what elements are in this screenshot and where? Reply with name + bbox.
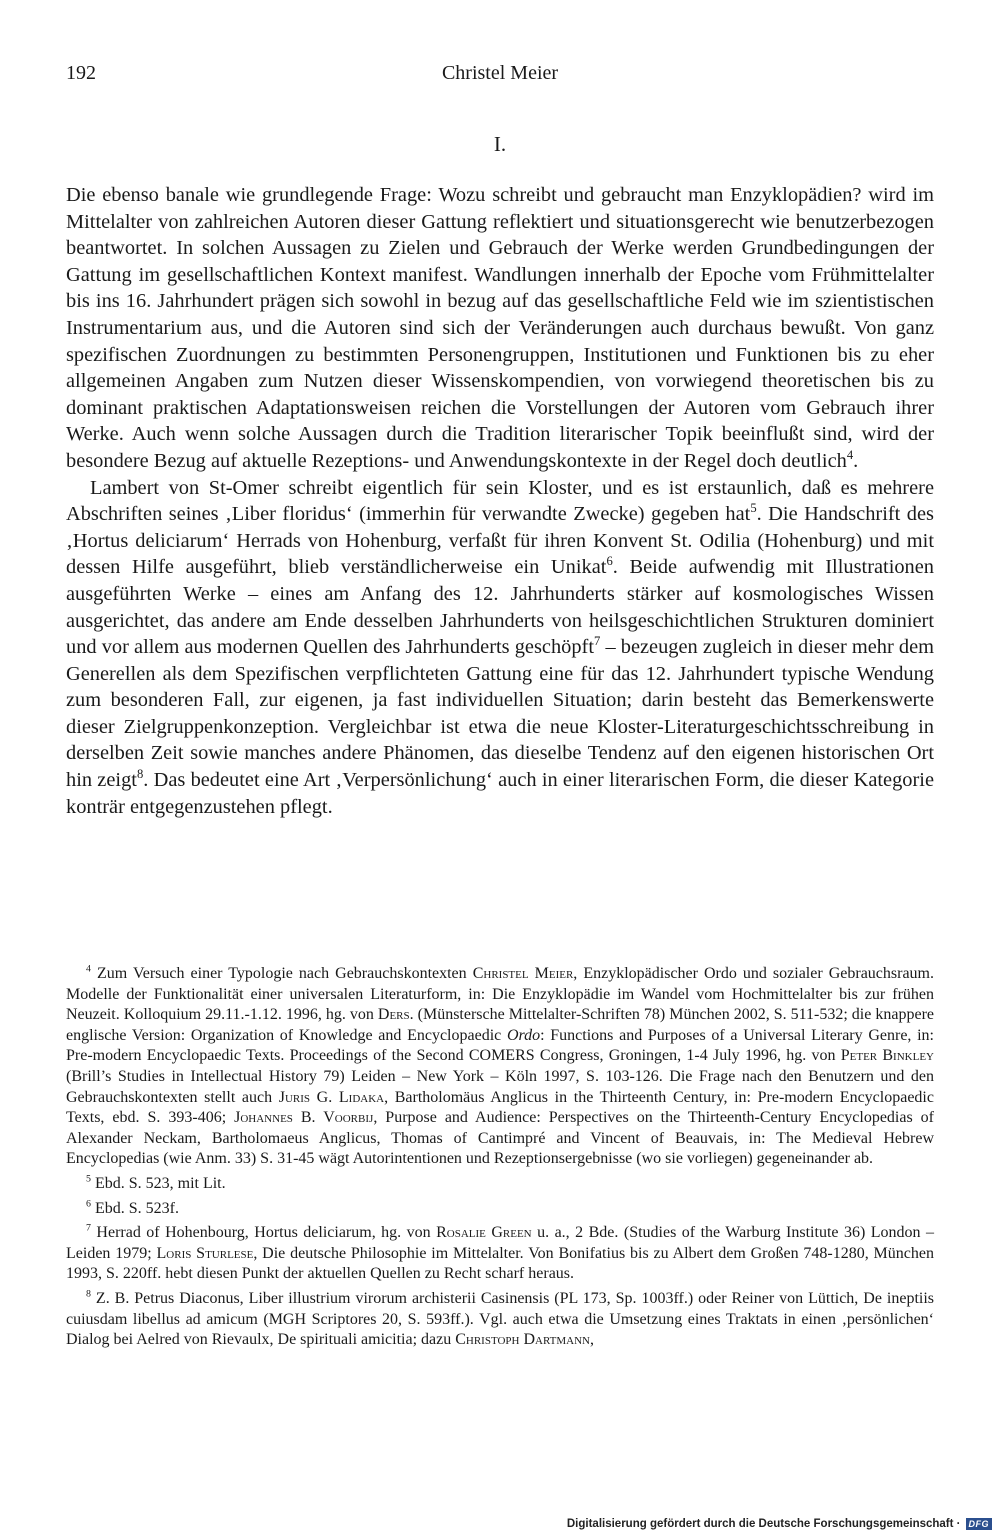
- footnote-number: 4: [86, 963, 91, 975]
- footnotes: [66, 964, 934, 1355]
- author-name: Rosalie Green: [436, 1224, 532, 1242]
- footnote-number: 7: [86, 1222, 91, 1234]
- dfg-logo-icon: DFG: [966, 1518, 993, 1530]
- author-name: Loris Sturlese: [156, 1244, 254, 1262]
- footnote-text: Ebd. S. 523f.: [90, 1199, 179, 1217]
- page-header: [66, 62, 934, 90]
- digitization-credit: [567, 1518, 992, 1530]
- footnote-text: (Brill’s Studies in Intellectual History 79) Leiden – New York – Köln 1997, S. 103-126. Die Frage nach den Benutzern und den Gebrauchskontexten stellt auch: [66, 1067, 934, 1106]
- footnote-ref: 4: [846, 448, 854, 463]
- paragraph-text: . Beide aufwendig mit Illustrationen ausgeführten Werke – eines am Anfang des 12. Jahrhunderts stärker auf kosmologisches Wissen ausgerichtet, das andere am Ende desselben Jahrhunderts von heilsgeschichtlichen Strukturen dominiert und vor allem aus modernen Quellen des Jahrhunderts geschöpft: [66, 556, 934, 659]
- footnote-text: Ebd. S. 523, mit Lit.: [90, 1174, 226, 1192]
- footnote-text: . (Münstersche Mittelalter-Schriften 78) München 2002, S. 511-532; die knappere englische Version: Organization of Knowledge and Encyclopaedic: [66, 1006, 934, 1044]
- footnote-text: , Die deutsche Philosophie im Mittelalter. Von Bonifatius bis zu Albert dem Großen 748-1280, München 1993, S. 220ff. hebt diesen Punkt der aktuellen Quellen zu Recht scharf heraus.: [66, 1244, 934, 1283]
- footnote-ref: 7: [594, 634, 601, 649]
- footnote-number: 5: [86, 1173, 91, 1185]
- paragraph: Die ebenso banale wie grundlegende Frage: Wozu schreibt und gebraucht man Enzyklopädien? wird im Mittelalter von zahlreichen Autoren dieser Gattung reflektiert und situationsgerecht wie benutzerbezogen beantwortet. In solchen Aussagen zu Zielen und Gebrauch der Werke werden Grundbedingungen der Gattung im gesellschaftlichen Kontext manifest. Wandlungen innerhalb der Epoche vom Frühmittelalter bis ins 16. Jahrhundert prägen sich sowohl in bezug auf das gesellschaftliche Feld wie im szientistischen Instrumentarium aus, und die Autoren sind sich der Veränderungen auch durchaus bewußt. Von ganz spezifischen Zuordnungen zu bestimmten Personengruppen, Institutionen und Funktionen bis zu eher allgemeinen Angaben zum Nutzen dieser Wissenskompendien, von vorwiegend theoretischen bis zu dominant praktischen Adaptationsweisen reichen die Vorstellungen der Autoren vom Gebrauch ihrer Werke. Auch wenn solche Aussagen durch die Tradition literarischer Topik beeinflußt sind, wird der besondere Bezug auf aktuelle Rezeptions- und Anwendungskontexte in der Regel doch deutlich$^4$.: [66, 184, 934, 472]
- footnote-text: Herrad of Hohenbourg, Hortus deliciarum, hg. von: [90, 1224, 437, 1242]
- paragraph-text: Die ebenso banale wie grundlegende Frage: Wozu schreibt und gebraucht man Enzyklopädien? wird im Mittelalter von zahlreichen Autoren dieser Gattung reflektiert und situationsgerecht wie benutzerbezogen beantwortet. In solchen Aussagen zu Zielen und Gebrauch der Werke werden Grundbedingungen der Gattung im gesellschaftlichen Kontext manifest. Wandlungen innerhalb der Epoche vom Frühmittelalter bis ins 16. Jahrhundert prägen sich sowohl in bezug auf das gesellschaftliche Feld wie im szientistischen Instrumentarium aus, und die Autoren sind sich der Veränderungen auch durchaus bewußt. Von ganz spezifischen Zuordnungen zu bestimmten Personengruppen, Institutionen und Funktionen bis zu eher allgemeinen Angaben zum Nutzen dieser Wissenskompendien, von vorwiegend theoretischen bis zu dominant praktischen Adaptationsweisen reichen die Vorstellungen der Autoren vom Gebrauch ihrer Werke. Auch wenn solche Aussagen durch die Tradition literarischer Topik beeinflußt sind, wird der besondere Bezug auf aktuelle Rezeptions- und Anwendungskontexte in der Regel doch deutlich: [66, 184, 934, 472]
- footnote-ref: 5: [750, 501, 757, 516]
- footnote-text: , Bartholomäus Anglicus in the Thirteenth Century, in: Pre-modern Encyclopaedic Texts, ebd. S. 393-406;: [66, 1088, 934, 1127]
- footnote-text: Z. B. Petrus Diaconus, Liber illustrium virorum archisterii Casinensis (PL 173, Sp. 1003ff.) oder Reiner von Lüttich, De ineptiis cuiusdam libellus ad amicum (MGH Scriptores 20, S. 593ff.). Vgl. auch etwa die Umsetzung eines Traktats in einen ‚persönlichen‘ Dialog bei Aelred von Rievaulx, De spirituali amicitia; dazu: [66, 1289, 934, 1349]
- author-name: Christel Meier: [472, 965, 574, 982]
- credit-text: Digitalisierung gefördert durch die Deutsche Forschungsgemeinschaft ·: [566, 1518, 961, 1530]
- footnote-text: ,: [590, 1331, 594, 1349]
- footnote-text: , Enzyklopädischer Ordo und sozialer Gebrauchsraum. Modelle der Funktionalität einer universalen Literaturform, in: Die Enzyklopädie im Wandel vom Hochmittelalter bis zur frühen Neuzeit. Kolloquium 29.11.-1.12. 1996, hg. von: [66, 965, 935, 1024]
- paragraph-text: – bezeugen zugleich in dieser mehr dem Generellen als dem Spezifischen verpflichteten Gattung eine für das 12. Jahrhundert typische Wendung zum besonderen Fall, zur eigenen, ja fast individuellen Situation; darin besteht das Bemerkenswerte dieser Zielgruppenkonzeption. Vergleichbar ist etwa die neue Kloster-Literaturgeschichtsschreibung in derselben Zeit sowie manches andere Phänomen, das dieselbe Tendenz auf den eigenen historischen Ort hin zeigt: [66, 636, 935, 792]
- page-number: 192: [66, 62, 96, 84]
- footnote-text: u. a., 2 Bde. (Studies of the Warburg Institute 36) London – Leiden 1979;: [66, 1224, 934, 1262]
- footnote-text: Zum Versuch einer Typologie nach Gebrauchskontexten: [90, 965, 473, 982]
- footnote-text: , Purpose and Audience: Perspectives on the Thirteenth-Century Encyclopedias of Alexander Neckam, Bartholomaeus Anglicus, Thomas of Cantimpré and Vincent of Beauvais, in: The Medieval Hebrew Encyclopedias (wie Anm. 33) S. 31-45 wägt Autorintentionen und Rezeptionsergebnisse (wo sie vorliegen) gegeneinander ab.: [66, 1109, 935, 1168]
- footnote-6: [66, 1199, 934, 1220]
- author-name: Peter Binkley: [840, 1047, 934, 1065]
- running-head: Christel Meier: [441, 62, 559, 84]
- footnote-4: [66, 964, 934, 1170]
- footnote-7: [66, 1223, 934, 1285]
- author-name: Johannes B. Voorbij: [234, 1109, 374, 1127]
- footnote-number: 6: [86, 1198, 91, 1210]
- footnote-ref: 6: [606, 554, 613, 569]
- footnote-number: 8: [86, 1288, 91, 1300]
- paragraph: [66, 475, 934, 821]
- section-heading: I.: [493, 132, 507, 156]
- footnote-ref: 8: [136, 767, 144, 782]
- author-name: Christoph Dartmann: [455, 1331, 590, 1349]
- paragraph-text: . Die Handschrift des ‚Hortus deliciarum‘ Herrads von Hohenburg, verfaßt für ihren Konvent St. Odilia (Hohenburg) und mit dessen Hilfe ausgeführt, blieb verständlicherweise ein Unikat: [66, 503, 934, 579]
- body-text: [66, 182, 934, 820]
- footnote-5: [66, 1174, 934, 1195]
- footnote-8: [66, 1289, 934, 1351]
- paragraph-text: Lambert von St-Omer schreibt eigentlich für sein Kloster, und es ist erstaunlich, daß es mehrere Abschriften seines ‚Liber floridus‘ (immerhin für verwandte Zwecke) gegeben hat: [66, 476, 934, 526]
- author-name: Juris G. Lidaka: [278, 1088, 385, 1106]
- author-name: Ders: [377, 1006, 410, 1024]
- paragraph-text: . Das bedeutet eine Art ‚Verpersönlichung‘ auch in einer literarischen Form, die dieser Kategorie konträr entgegenzustehen pflegt.: [66, 769, 934, 818]
- footnote-text: : Functions and Purposes of a Universal Literary Genre, in: Pre-modern Encyclopaedic Texts. Proceedings of the Second COMERS Congress, Groningen, 1-4 July 1996, hg. von: [66, 1026, 935, 1065]
- italic-term: Ordo: [506, 1026, 541, 1044]
